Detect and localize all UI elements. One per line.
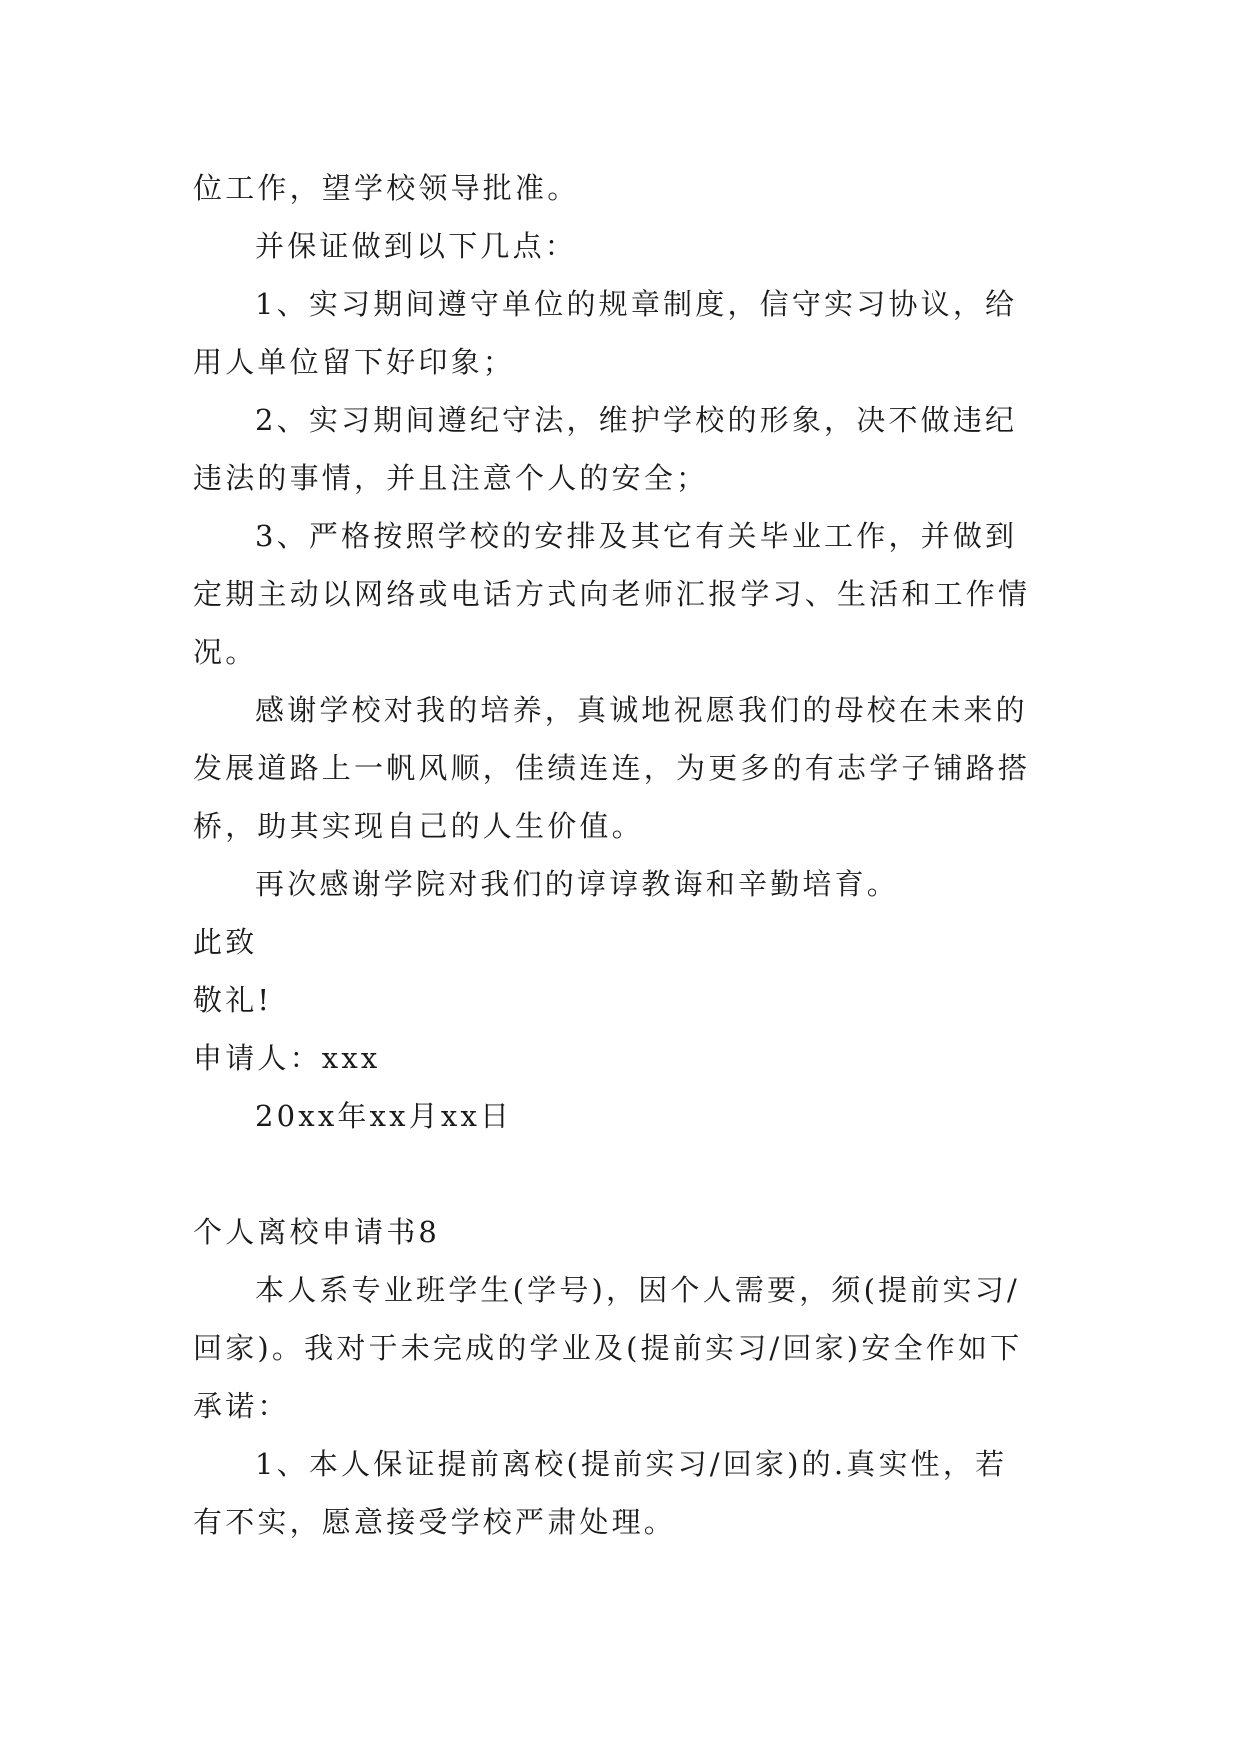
paragraph-line: 承诺：	[193, 1389, 290, 1423]
paragraph-line: 有不实，愿意接受学校严肃处理。	[193, 1505, 677, 1539]
date-line: 20xx年xx月xx日	[255, 1099, 513, 1133]
paragraph-line: 定期主动以网络或电话方式向老师汇报学习、生活和工作情	[193, 577, 1031, 611]
salutation-line: 此致	[193, 925, 258, 959]
paragraph-line: 用人单位留下好印象；	[193, 345, 516, 379]
paragraph-line: 位工作，望学校领导批准。	[193, 171, 580, 205]
paragraph-line: 2、实习期间遵纪守法，维护学校的形象，决不做违纪	[255, 403, 1018, 437]
paragraph-line: 发展道路上一帆风顺，佳绩连连，为更多的有志学子铺路搭	[193, 751, 1031, 785]
paragraph-line: 1、实习期间遵守单位的规章制度，信守实习协议，给	[255, 287, 1018, 321]
paragraph-line: 1、本人保证提前离校(提前实习/回家)的.真实性，若	[255, 1447, 1008, 1481]
section-title: 个人离校申请书8	[193, 1215, 441, 1249]
paragraph-line: 本人系专业班学生(学号)，因个人需要，须(提前实习/	[255, 1273, 1020, 1307]
paragraph-line: 3、严格按照学校的安排及其它有关毕业工作，并做到	[255, 519, 1018, 553]
paragraph-line: 感谢学校对我的培养，真诚地祝愿我们的母校在未来的	[255, 693, 1028, 727]
salutation-line: 敬礼!	[193, 983, 273, 1017]
applicant-line: 申请人：xxx	[193, 1041, 381, 1075]
paragraph-line: 再次感谢学院对我们的谆谆教诲和辛勤培育。	[255, 867, 900, 901]
paragraph-line: 并保证做到以下几点：	[255, 229, 578, 263]
paragraph-line: 违法的事情，并且注意个人的安全；	[193, 461, 709, 495]
paragraph-line: 桥，助其实现自己的人生价值。	[193, 809, 644, 843]
paragraph-line: 况。	[193, 635, 258, 669]
paragraph-line: 回家)。我对于未完成的学业及(提前实习/回家)安全作如下	[193, 1331, 1023, 1365]
